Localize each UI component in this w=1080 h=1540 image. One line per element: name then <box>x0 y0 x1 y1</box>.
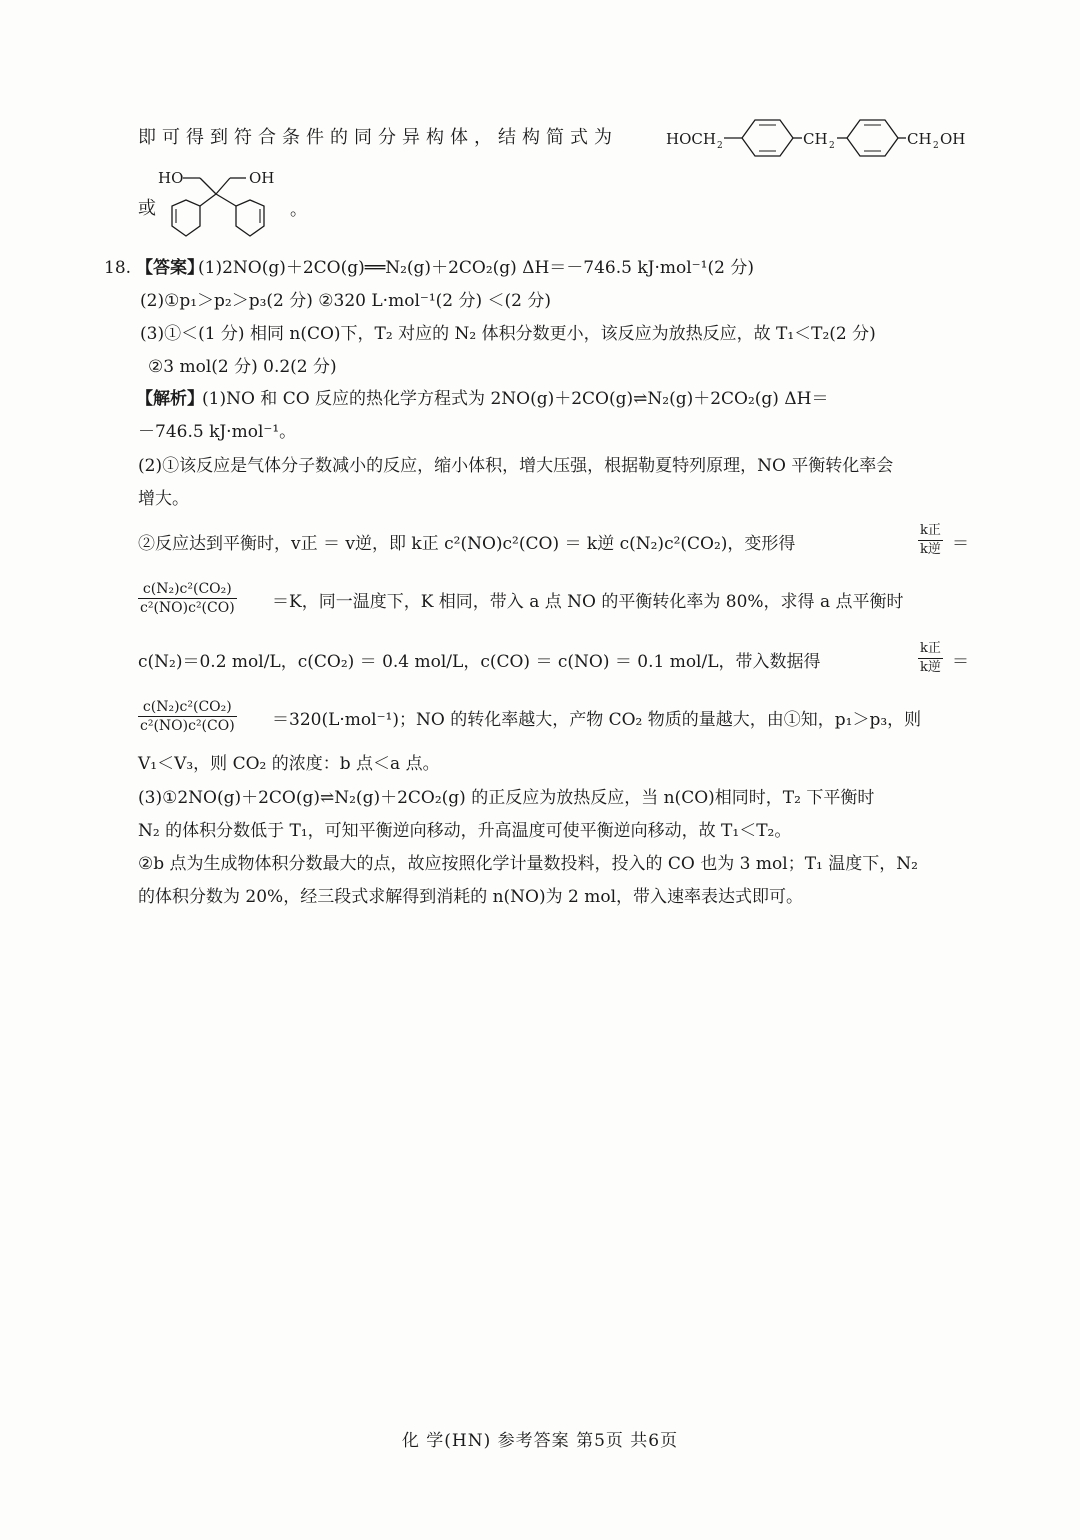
page-footer: 化 学(HN) 参考答案 第5页 共6页 <box>401 1431 679 1451</box>
structure-formula-2 <box>156 164 286 246</box>
analysis-line-2: (2)①该反应是气体分子数减小的反应，缩小体积，增大压强，根据勒夏特列原理，NO 平衡转化率会 <box>138 456 894 476</box>
structure-formula-1 <box>662 112 972 164</box>
equilibrium-fraction-2: $\frac{\text{c(N₂)c²(CO₂)}}{\text{c²(NO)c²(CO)}}$ <box>140 699 235 734</box>
answer-line-2: (2)①p₁＞p₂＞p₃(2 分) ②320 L·mol⁻¹(2 分) ＜(2 分) <box>140 291 552 311</box>
analysis-line-10: ②b 点为生成物体积分数最大的点，故应按照化学计量数投料，投入的 CO 也为 3 mol；T₁ 温度下，N₂ <box>138 854 918 874</box>
svg-text:2: 2 <box>933 141 939 151</box>
analysis-line-6: ＝320(L·mol⁻¹)；NO 的转化率越大，产物 CO₂ 物质的量越大，由①知，p₁＞p₃，则 <box>272 710 922 730</box>
intro-text: 即可得到符合条件的同分异构体，结构简式为 <box>138 127 618 148</box>
equilibrium-fraction: $\frac{\text{c(N₂)c²(CO₂)}}{\text{c²(NO)c²(CO)}}$ <box>140 581 235 616</box>
answer-line-1: (1)2NO(g)＋2CO(g)══N₂(g)＋2CO₂(g) ΔH＝－746.5 kJ·mol⁻¹(2 分) <box>198 258 754 278</box>
analysis-line-4: ＝K，同一温度下，K 相同，带入 a 点 NO 的平衡转化率为 80%，求得 a 点平衡时 <box>272 592 904 612</box>
analysis-line-3: ②反应达到平衡时，v正 ＝ v逆，即 k正 c²(NO)c²(CO) ＝ k逆 c(N₂)c²(CO₂)，变形得 <box>138 534 796 554</box>
analysis-line-8: (3)①2NO(g)＋2CO(g)⇌N₂(g)＋2CO₂(g) 的正反应为放热反应，当 n(CO)相同时，T₂ 下平衡时 <box>138 788 875 808</box>
analysis-line-7: V₁＜V₃，则 CO₂ 的浓度：b 点＜a 点。 <box>138 754 440 774</box>
struct1-hoch2-label: HOCH <box>666 130 716 148</box>
answer-tag: 【答案】 <box>136 258 204 278</box>
analysis-line-1: (1)NO 和 CO 反应的热化学方程式为 2NO(g)＋2CO(g)⇌N₂(g)＋2CO₂(g) ΔH＝ <box>202 389 829 409</box>
rate-constant-fraction: k正 k逆 <box>920 523 941 557</box>
equals-sign-2: ＝ <box>952 652 969 672</box>
rate-constant-fraction-2: k正 k逆 <box>920 641 941 675</box>
svg-text:2: 2 <box>829 141 835 151</box>
analysis-line-2b: 增大。 <box>138 489 189 509</box>
struct2-ho-label: HO <box>158 169 184 187</box>
analysis-line-11: 的体积分数为 20%，经三段式求解得到消耗的 n(NO)为 2 mol，带入速率表达式即可。 <box>138 887 804 907</box>
or-label: 或 <box>138 198 156 219</box>
intro-period: 。 <box>290 200 307 220</box>
question-number: 18. <box>104 258 132 278</box>
equals-sign: ＝ <box>952 534 969 554</box>
svg-text:2: 2 <box>717 141 723 151</box>
struct2-oh-label: OH <box>249 169 275 187</box>
answer-line-4: ②3 mol(2 分) 0.2(2 分) <box>148 357 337 377</box>
analysis-line-5: c(N₂)＝0.2 mol/L，c(CO₂) ＝ 0.4 mol/L，c(CO) ＝ c(NO) ＝ 0.1 mol/L，带入数据得 <box>138 652 821 672</box>
analysis-tag: 【解析】 <box>136 389 204 409</box>
struct1-ch2-label: CH <box>803 130 828 148</box>
analysis-line-1b: －746.5 kJ·mol⁻¹。 <box>138 422 297 442</box>
answer-line-3: (3)①＜(1 分) 相同 n(CO)下，T₂ 对应的 N₂ 体积分数更小，该反应为放热反应，故 T₁＜T₂(2 分) <box>140 324 876 344</box>
svg-text:OH: OH <box>940 130 966 148</box>
analysis-line-9: N₂ 的体积分数低于 T₁，可知平衡逆向移动，升高温度可使平衡逆向移动，故 T₁＜T₂。 <box>138 821 792 841</box>
struct1-ch2oh-label: CH <box>907 130 932 148</box>
